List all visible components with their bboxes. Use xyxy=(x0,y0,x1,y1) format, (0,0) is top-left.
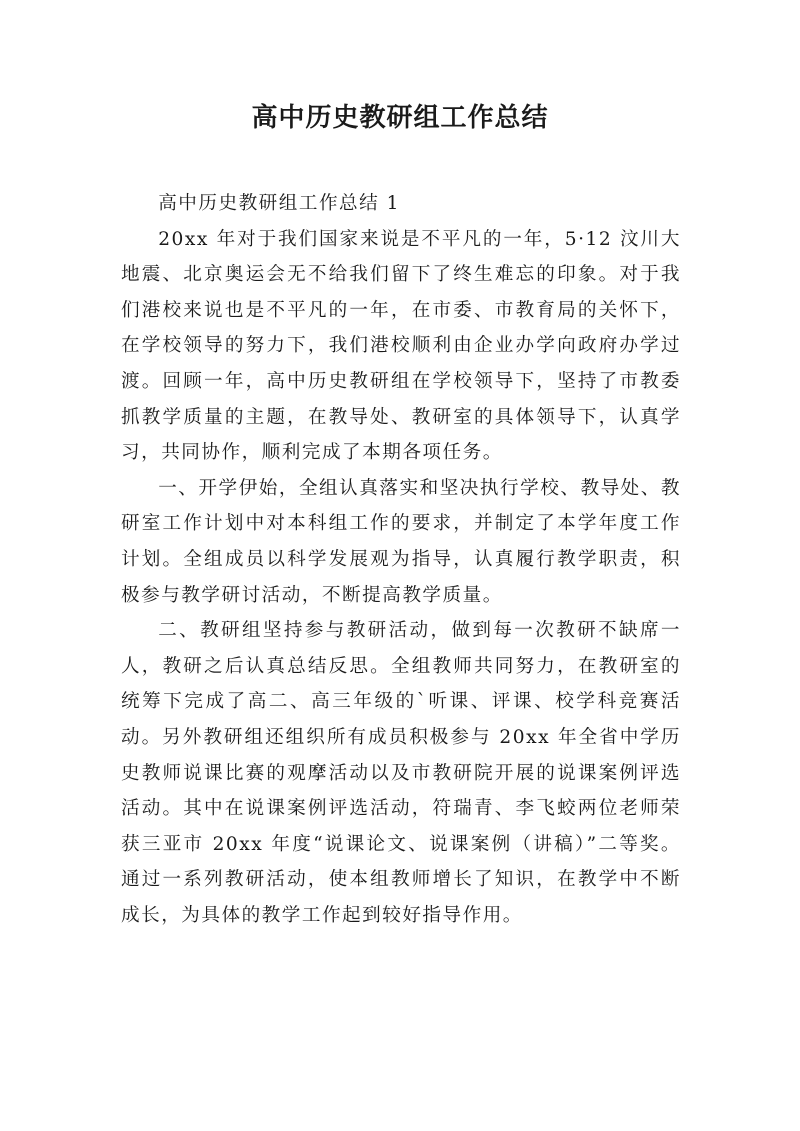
document-title: 高中历史教研组工作总结 xyxy=(251,103,549,133)
paragraph-point-one: 一、开学伊始，全组认真落实和坚决执行学校、教导处、教研室工作计划中对本科组工作的要求，并制定了本学年度工作计划。全组成员以科学发展观为指导，认真履行教学职责，积极参与教学研讨活动，不断提高教学质量。 xyxy=(121,477,681,606)
paragraph-point-two: 二、教研组坚持参与教研活动，做到每一次教研不缺席一人，教研之后认真总结反思。全组教师共同努力，在教研室的统筹下完成了高二、高三年级的`听课、评课、校学科竞赛活动。另外教研组还组织所有成员积极参与 20xx 年全省中学历史教师说课比赛的观摩活动以及市教研院开展的说课案例评选活动。其中在说课案例评选活动，符瑞青、李飞蛟两位老师荣获三亚市 20xx 年度“说课论文、说课案例（讲稿）”二等奖。通过一系列教研活动，使本组教师增长了知识，在教学中不断成长，为具体的教学工作起到较好指导作用。 xyxy=(121,620,681,926)
paragraph-intro: 20xx 年对于我们国家来说是不平凡的一年，5·12 汶川大地震、北京奥运会无不给我们留下了终生难忘的印象。对于我们港校来说也是不平凡的一年，在市委、市教育局的关怀下，在学校领导的努力下，我们港校顺利由企业办学向政府办学过渡。回顾一年，高中历史教研组在学校领导下，坚持了市教委抓教学质量的主题，在教导处、教研室的具体领导下，认真学习，共同协作，顺利完成了本期各项任务。 xyxy=(121,228,681,464)
document-body xyxy=(121,186,681,933)
section-heading: 高中历史教研组工作总结 1 xyxy=(158,193,400,214)
